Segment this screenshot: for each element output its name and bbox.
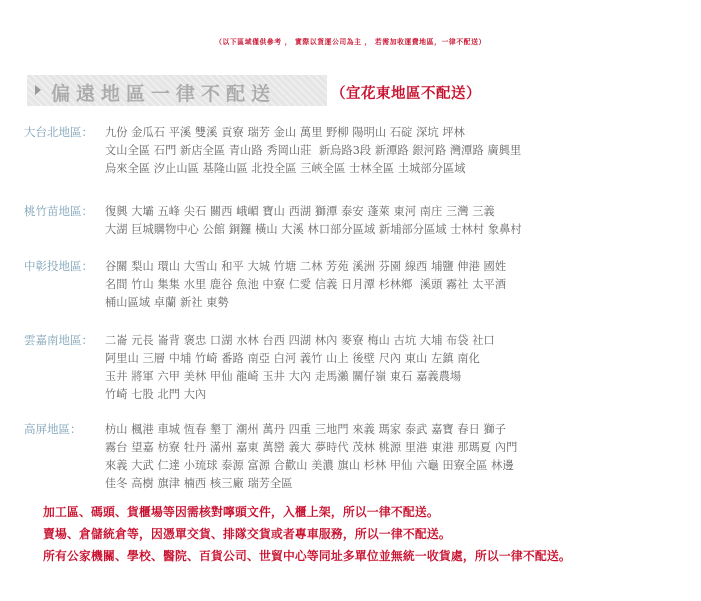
region-line: 來義 大武 仁達 小琉球 泰源 富源 合歡山 美濃 旗山 杉林 甲仙 六龜 田寮全區 林邊 [105, 459, 514, 472]
region-label: 大台北地區： [24, 125, 93, 139]
region-line: 玉井 將軍 六甲 美林 甲仙 龍崎 玉井 大內 走馬瀨 關仔嶺 東石 嘉義農場 [105, 370, 462, 383]
region-line: 佳冬 高樹 旗津 楠西 核三廠 瑞芳全區 [105, 477, 293, 490]
remote-area-banner [27, 75, 327, 106]
region-line: 名間 竹山 集集 水里 鹿谷 魚池 中寮 仁愛 信義 日月潭 杉林鄉 溪頭 霧社 太平酒 [105, 278, 507, 291]
triangle-arrow-icon [35, 85, 41, 95]
top-notice: （以下區域僅供參考 ， 實際以貨運公司為主 ， 若需加收運費地區，一律不配送） [215, 38, 486, 46]
region-line: 烏來全區 汐止山區 基隆山區 北投全區 三峽全區 士林全區 土城部分區域 [105, 162, 466, 175]
region-line: 谷關 梨山 環山 大雪山 和平 大城 竹塘 二林 芳苑 溪洲 芬園 線西 埔鹽 伸港 國姓 [105, 260, 507, 273]
region-line: 文山全區 石門 新店全區 青山路 秀岡山莊 新烏路3段 新潭路 銀河路 灣潭路 廣興里 [105, 144, 522, 157]
banner-subtitle: （宜花東地區不配送） [331, 86, 481, 102]
footer-note: 賣場、倉儲統倉等，因憑單交貨、排隊交貨或者專車服務，所以一律不配送。 [43, 527, 451, 541]
region-label: 中彰投地區： [24, 259, 93, 273]
region-line: 桶山區域 卓蘭 新社 東勢 [105, 296, 229, 309]
region-line: 九份 金瓜石 平溪 雙溪 貢寮 瑞芳 金山 萬里 野柳 陽明山 石碇 深坑 坪林 [105, 126, 465, 139]
region-label: 雲嘉南地區： [24, 333, 93, 347]
region-label: 高屏地區： [24, 422, 82, 436]
region-line: 二崙 元長 崙背 褒忠 口湖 水林 台西 四湖 林內 麥寮 梅山 古坑 大埔 布袋 社口 [105, 334, 495, 347]
region-line: 霧台 望嘉 枋寮 牡丹 滿州 嘉東 萬巒 義大 夢時代 茂林 桃源 里港 東港 那瑪夏 內門 [105, 441, 518, 454]
banner-title: 偏遠地區一律不配送 [51, 83, 277, 105]
region-label: 桃竹苗地區： [24, 204, 93, 218]
region-line: 大湖 巨城購物中心 公館 銅鑼 橫山 大溪 林口部分區域 新埔部分區域 士林村 象鼻村 [105, 223, 522, 236]
region-line: 竹崎 七股 北門 大內 [105, 388, 207, 401]
region-line: 阿里山 三層 中埔 竹崎 番路 南亞 白河 義竹 山上 後壁 尺內 東山 左鎮 南化 [105, 352, 480, 365]
footer-note: 加工區、碼頭、貨櫃場等因需核對嚀頭文件，入櫃上架，所以一律不配送。 [43, 505, 439, 519]
region-line: 枋山 楓港 車城 恆春 墾丁 潮州 萬丹 四重 三地門 來義 瑪家 泰武 嘉寶 春日 獅子 [105, 423, 507, 436]
region-line: 復興 大壩 五峰 尖石 關西 峨嵋 寶山 西湖 獅潭 泰安 蓬萊 東河 南庄 三灣 三義 [105, 205, 495, 218]
footer-note: 所有公家機關、學校、醫院、百貨公司、世貿中心等同址多單位並無統一收貨處，所以一律不配送。 [43, 549, 571, 563]
